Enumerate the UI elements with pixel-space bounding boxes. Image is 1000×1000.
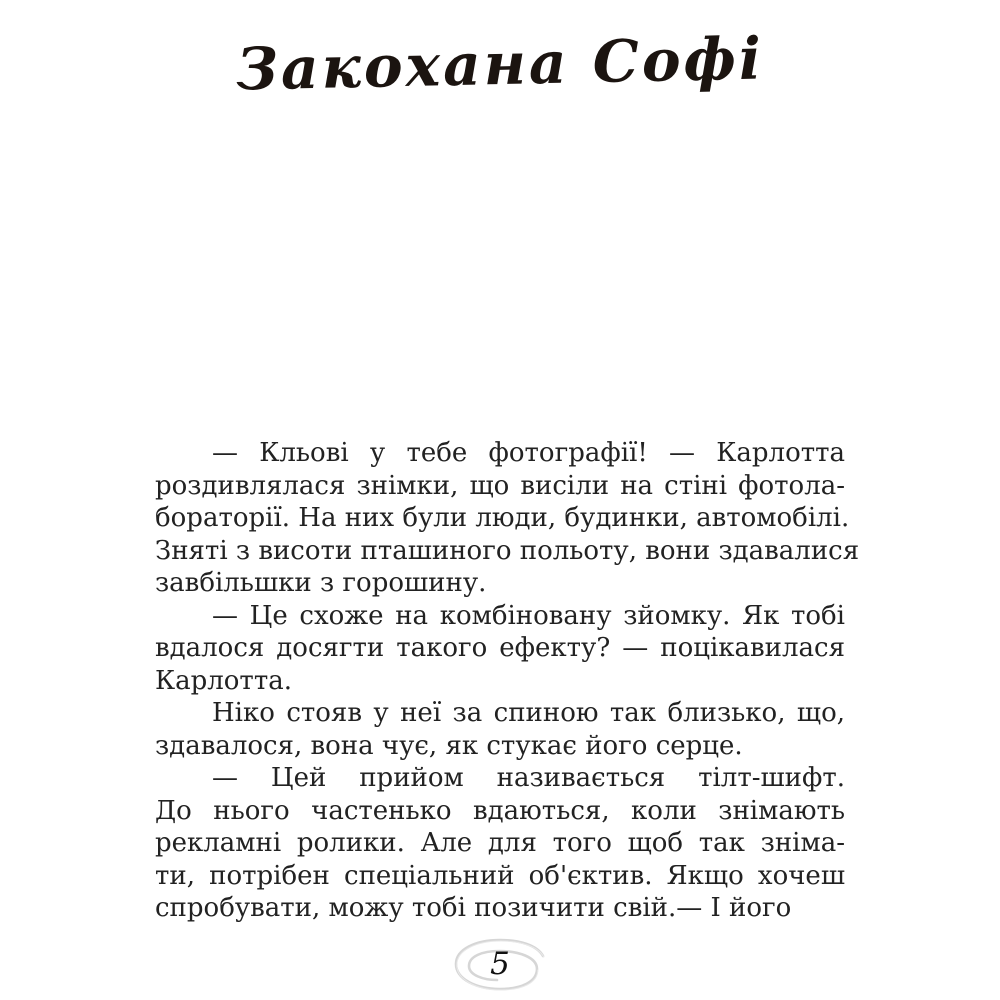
paragraph	[155, 762, 845, 925]
paragraph	[155, 600, 845, 698]
text-line: роздивлялася знімки, що висіли на стіні фотола-	[155, 470, 845, 501]
text-line: Зняті з висоти пташиного польоту, вони здавалися	[155, 535, 860, 566]
text-line: бораторії. На них були люди, будинки, автомобілі.	[155, 503, 850, 533]
text-line: вдалося досягти такого ефекту? — поцікавилася	[155, 633, 845, 663]
chapter-title: Закохана Софі	[235, 24, 765, 104]
text-line: ти, потрібен спеціальний об'єктив. Якщо хочеш	[155, 860, 845, 891]
paragraph	[155, 697, 845, 762]
text-line: Ніко стояв у неї за спиною так близько, що,	[212, 698, 845, 728]
text-line: завбільшки з горошину.	[155, 568, 487, 598]
body-text	[155, 437, 860, 925]
text-line: рекламні ролики. Але для того щоб так зніма-	[155, 828, 845, 858]
text-line: — Цей прийом називається тілт-шифт.	[212, 763, 845, 793]
text-line: — Це схоже на комбіновану зйомку. Як тобі	[212, 600, 845, 631]
text-line: Карлотта.	[155, 665, 292, 696]
text-line: До нього частенько вдаються, коли знімають	[155, 795, 845, 826]
paragraph	[155, 437, 860, 600]
text-line: — Кльові у тебе фотографії! — Карлотта	[212, 438, 845, 468]
page-number: 5	[490, 946, 510, 982]
page-footer	[450, 936, 550, 994]
text-line: спробувати, можу тобі позичити свій.— І його	[155, 893, 792, 923]
text-line: здавалося, вона чує, як стукає його серце.	[155, 730, 743, 761]
